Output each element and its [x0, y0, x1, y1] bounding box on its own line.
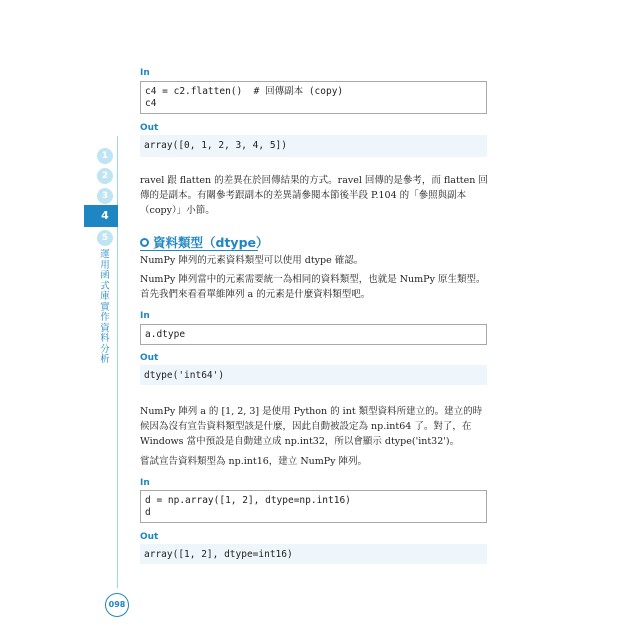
code-input-block: a.dtype: [140, 324, 487, 345]
paragraph-int16-declare: 嘗試宣告資料類型為 np.int16，建立 NumPy 陣列。: [140, 456, 368, 467]
paragraph-ravel-flatten: ravel 跟 flatten 的差異在於回傳結果的方式。ravel 回傳的是參考，而 flatten 回傳的是副本。有關參考跟副本的差異請參閱本節後半段 P.104 的「參照與副本（copy）」小節。: [140, 175, 488, 216]
page-number: 098: [105, 593, 129, 617]
section-underline: [140, 250, 258, 251]
code-output-block: array([1, 2], dtype=int16): [140, 544, 487, 564]
code-output-block: array([0, 1, 2, 3, 4, 5]): [140, 135, 487, 157]
paragraph-dtype-uniform: NumPy 陣列當中的元素需要統一為相同的資料類型，也就是 NumPy 原生類型。首先我們來看看單維陣列 a 的元素是什麼資料類型吧。: [140, 274, 486, 300]
section-bullet-icon: [140, 238, 149, 247]
code-input-block: d = np.array([1, 2], dtype=np.int16) d: [140, 490, 487, 523]
in-label: In: [140, 68, 150, 78]
chapter-step-5: 5: [97, 230, 113, 246]
code-input-block: c4 = c2.flatten() # 回傳副本 (copy) c4: [140, 81, 487, 114]
chapter-step-3: 3: [97, 188, 113, 204]
paragraph-dtype-intro: NumPy 陣列的元素資料類型可以使用 dtype 確認。: [140, 255, 364, 266]
paragraph-int64-explanation: NumPy 陣列 a 的 [1, 2, 3] 是使用 Python 的 int 類型資料所建立的。建立的時候因為沒有宣告資料類型該是什麼，因此自動被設定為 np.int64 了。對了，在 Windows 當中預設是自動建立成 np.int32，所以會顯示 dtype('int32')。: [140, 406, 483, 447]
section-heading: [140, 233, 269, 251]
chapter-step-2: 2: [97, 168, 113, 184]
out-label: Out: [140, 532, 159, 542]
code-output-block: dtype('int64'): [140, 365, 487, 385]
in-label: In: [140, 478, 150, 488]
out-label: Out: [140, 123, 159, 133]
chapter-rail-line: [117, 136, 118, 588]
out-label: Out: [140, 353, 159, 363]
chapter-step-1: 1: [97, 148, 113, 164]
section-title: 資料類型（dtype）: [153, 235, 269, 250]
in-label: In: [140, 311, 150, 321]
chapter-step-4-active: 4: [95, 206, 115, 226]
chapter-vertical-title: 運用函式庫實作資料分析: [100, 249, 110, 365]
